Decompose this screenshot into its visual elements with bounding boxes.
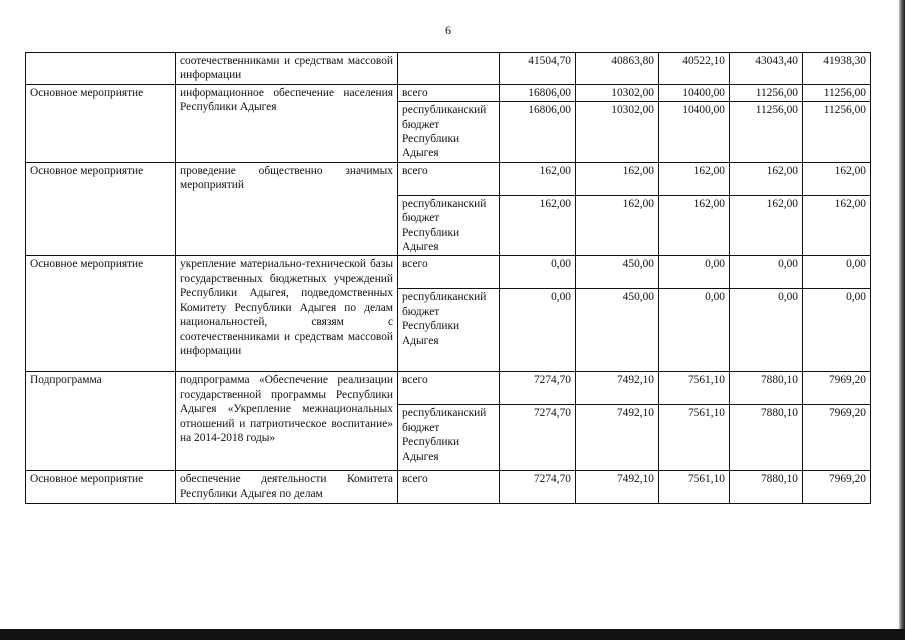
amount-cell: 162,00 [803,162,871,195]
event-type-cell: Основное мероприятие [26,256,176,372]
amount-cell: 450,00 [576,256,659,289]
amount-cell: 7274,70 [500,372,576,405]
amount-cell: 162,00 [576,195,659,256]
amount-cell: 7880,10 [730,405,803,471]
event-type-cell [26,53,176,85]
event-description-cell: укрепление материально-технической базы государственных бюджетных учреждений Республики Адыгея, подведомственных Комитету Республики Адыгея по делам национальностей, связям с соотечественниками и средствам массовой информации [176,256,398,372]
amount-cell: 41938,30 [803,53,871,85]
amount-cell: 7561,10 [659,471,730,504]
table-row [26,256,871,289]
amount-cell: 162,00 [576,162,659,195]
budget-table [25,52,871,504]
amount-cell: 0,00 [730,256,803,289]
funding-source-cell: всего [398,471,500,504]
scan-bottom-band [0,629,905,640]
amount-cell: 0,00 [500,256,576,289]
amount-cell: 10302,00 [576,102,659,163]
amount-cell: 7274,70 [500,405,576,471]
amount-cell: 16806,00 [500,84,576,101]
amount-cell: 10400,00 [659,84,730,101]
funding-source-cell: республиканский бюджет Республики Адыгея [398,195,500,256]
amount-cell: 0,00 [659,289,730,372]
amount-cell: 40522,10 [659,53,730,85]
funding-source-cell: республиканский бюджет Республики Адыгея [398,405,500,471]
amount-cell: 40863,80 [576,53,659,85]
event-type-cell: Подпрограмма [26,372,176,471]
funding-source-cell: всего [398,372,500,405]
amount-cell: 0,00 [730,289,803,372]
event-type-cell: Основное мероприятие [26,162,176,256]
funding-source-cell: республиканский бюджет Республики Адыгея [398,289,500,372]
event-type-cell: Основное мероприятие [26,471,176,504]
amount-cell: 16806,00 [500,102,576,163]
event-description-cell: проведение общественно значимых мероприятий [176,162,398,256]
amount-cell: 7274,70 [500,471,576,504]
amount-cell: 7561,10 [659,372,730,405]
amount-cell: 0,00 [803,256,871,289]
amount-cell: 7969,20 [803,471,871,504]
amount-cell: 162,00 [500,195,576,256]
funding-source-cell: всего [398,256,500,289]
amount-cell: 11256,00 [730,84,803,101]
event-type-cell: Основное мероприятие [26,84,176,162]
amount-cell: 162,00 [500,162,576,195]
funding-source-cell: республиканский бюджет Республики Адыгея [398,102,500,163]
amount-cell: 43043,40 [730,53,803,85]
amount-cell: 41504,70 [500,53,576,85]
amount-cell: 450,00 [576,289,659,372]
amount-cell: 7880,10 [730,372,803,405]
amount-cell: 7492,10 [576,372,659,405]
table-row [26,372,871,405]
amount-cell: 7969,20 [803,405,871,471]
table-row [26,162,871,195]
amount-cell: 7969,20 [803,372,871,405]
event-description-cell: обеспечение деятельности Комитета Республики Адыгея по делам [176,471,398,504]
event-description-cell: подпрограмма «Обеспечение реализации государственной программы Республики Адыгея «Укрепление межнациональных отношений и патриотическое воспитание» на 2014-2018 годы» [176,372,398,471]
amount-cell: 7561,10 [659,405,730,471]
amount-cell: 10400,00 [659,102,730,163]
scan-edge-shadow [899,0,905,640]
amount-cell: 0,00 [500,289,576,372]
amount-cell: 162,00 [730,195,803,256]
event-description-cell: соотечественниками и средствам массовой информации [176,53,398,85]
funding-source-cell: всего [398,84,500,101]
amount-cell: 162,00 [659,195,730,256]
event-description-cell: информационное обеспечение населения Республики Адыгея [176,84,398,162]
table-row [26,471,871,504]
funding-source-cell [398,53,500,85]
amount-cell: 162,00 [730,162,803,195]
amount-cell: 11256,00 [803,84,871,101]
amount-cell: 0,00 [803,289,871,372]
funding-source-cell: всего [398,162,500,195]
amount-cell: 7492,10 [576,471,659,504]
amount-cell: 7492,10 [576,405,659,471]
amount-cell: 0,00 [659,256,730,289]
amount-cell: 162,00 [659,162,730,195]
amount-cell: 11256,00 [803,102,871,163]
amount-cell: 10302,00 [576,84,659,101]
amount-cell: 162,00 [803,195,871,256]
table-row [26,84,871,101]
amount-cell: 7880,10 [730,471,803,504]
page-number: 6 [445,23,451,37]
amount-cell: 11256,00 [730,102,803,163]
table-row [26,53,871,85]
